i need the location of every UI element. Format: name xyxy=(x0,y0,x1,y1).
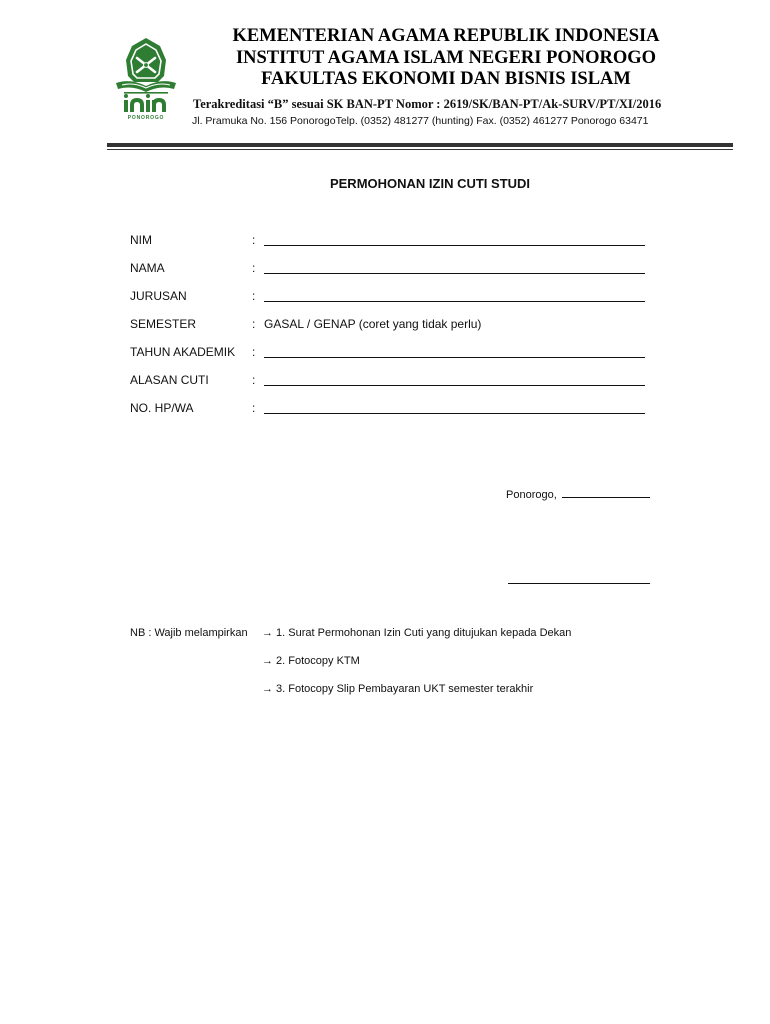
institution-header xyxy=(186,26,706,91)
faculty-name: FAKULTAS EKONOMI DAN BISNIS ISLAM xyxy=(261,69,631,89)
field-colon: : xyxy=(252,373,256,387)
header-divider-thin xyxy=(107,149,733,150)
alasan-cuti-blank[interactable] xyxy=(264,385,645,386)
field-label: TAHUN AKADEMIK xyxy=(130,345,236,359)
field-colon: : xyxy=(252,261,256,275)
semester-value[interactable]: GASAL / GENAP (coret yang tidak perlu) xyxy=(264,317,482,331)
no-hp-wa-blank[interactable] xyxy=(264,413,645,414)
field-label: NO. HP/WA xyxy=(130,401,194,415)
nim-blank[interactable] xyxy=(264,245,645,246)
institute-name: INSTITUT AGAMA ISLAM NEGERI PONOROGO xyxy=(235,47,657,68)
svg-text:PONOROGO: PONOROGO xyxy=(127,115,165,120)
header-divider-thick xyxy=(107,143,733,147)
signature-line[interactable] xyxy=(508,583,650,584)
accreditation-line: Terakreditasi “B” sesuai SK BAN-PT Nomor : 2619/SK/BAN-PT/Ak-SURV/PT/XI/2016 xyxy=(193,97,662,111)
iain-emblem-icon xyxy=(108,36,184,120)
form-title: PERMOHONAN IZIN CUTI STUDI xyxy=(329,176,531,191)
field-colon: : xyxy=(252,401,256,415)
field-colon: : xyxy=(252,233,256,247)
nama-blank[interactable] xyxy=(264,273,645,274)
note-item: → 1. Surat Permohonan Izin Cuti yang ditujukan kepada Dekan xyxy=(262,627,572,639)
field-colon: : xyxy=(252,317,256,331)
jurusan-blank[interactable] xyxy=(264,301,645,302)
field-label: SEMESTER xyxy=(130,317,197,331)
iain-ponorogo-logo xyxy=(108,36,184,120)
note-item: → 2. Fotocopy KTM xyxy=(262,655,360,667)
field-label: JURUSAN xyxy=(130,289,187,303)
field-colon: : xyxy=(252,345,256,359)
tahun-akademik-blank[interactable] xyxy=(264,357,645,358)
place-date xyxy=(506,487,650,501)
date-blank[interactable] xyxy=(562,487,650,498)
field-label: NAMA xyxy=(130,261,165,275)
address-line: Jl. Pramuka No. 156 PonorogoTelp. (0352) 481277 (hunting) Fax. (0352) 461277 Ponorogo 63471 xyxy=(192,115,649,127)
field-colon: : xyxy=(252,289,256,303)
field-label: NIM xyxy=(130,233,152,247)
field-label: ALASAN CUTI xyxy=(130,373,209,387)
place-label: Ponorogo, xyxy=(506,489,557,501)
ministry-name: KEMENTERIAN AGAMA REPUBLIK INDONESIA xyxy=(232,26,660,46)
notes-label: NB : Wajib melampirkan xyxy=(130,627,248,639)
note-item: → 3. Fotocopy Slip Pembayaran UKT semester terakhir xyxy=(262,683,534,695)
